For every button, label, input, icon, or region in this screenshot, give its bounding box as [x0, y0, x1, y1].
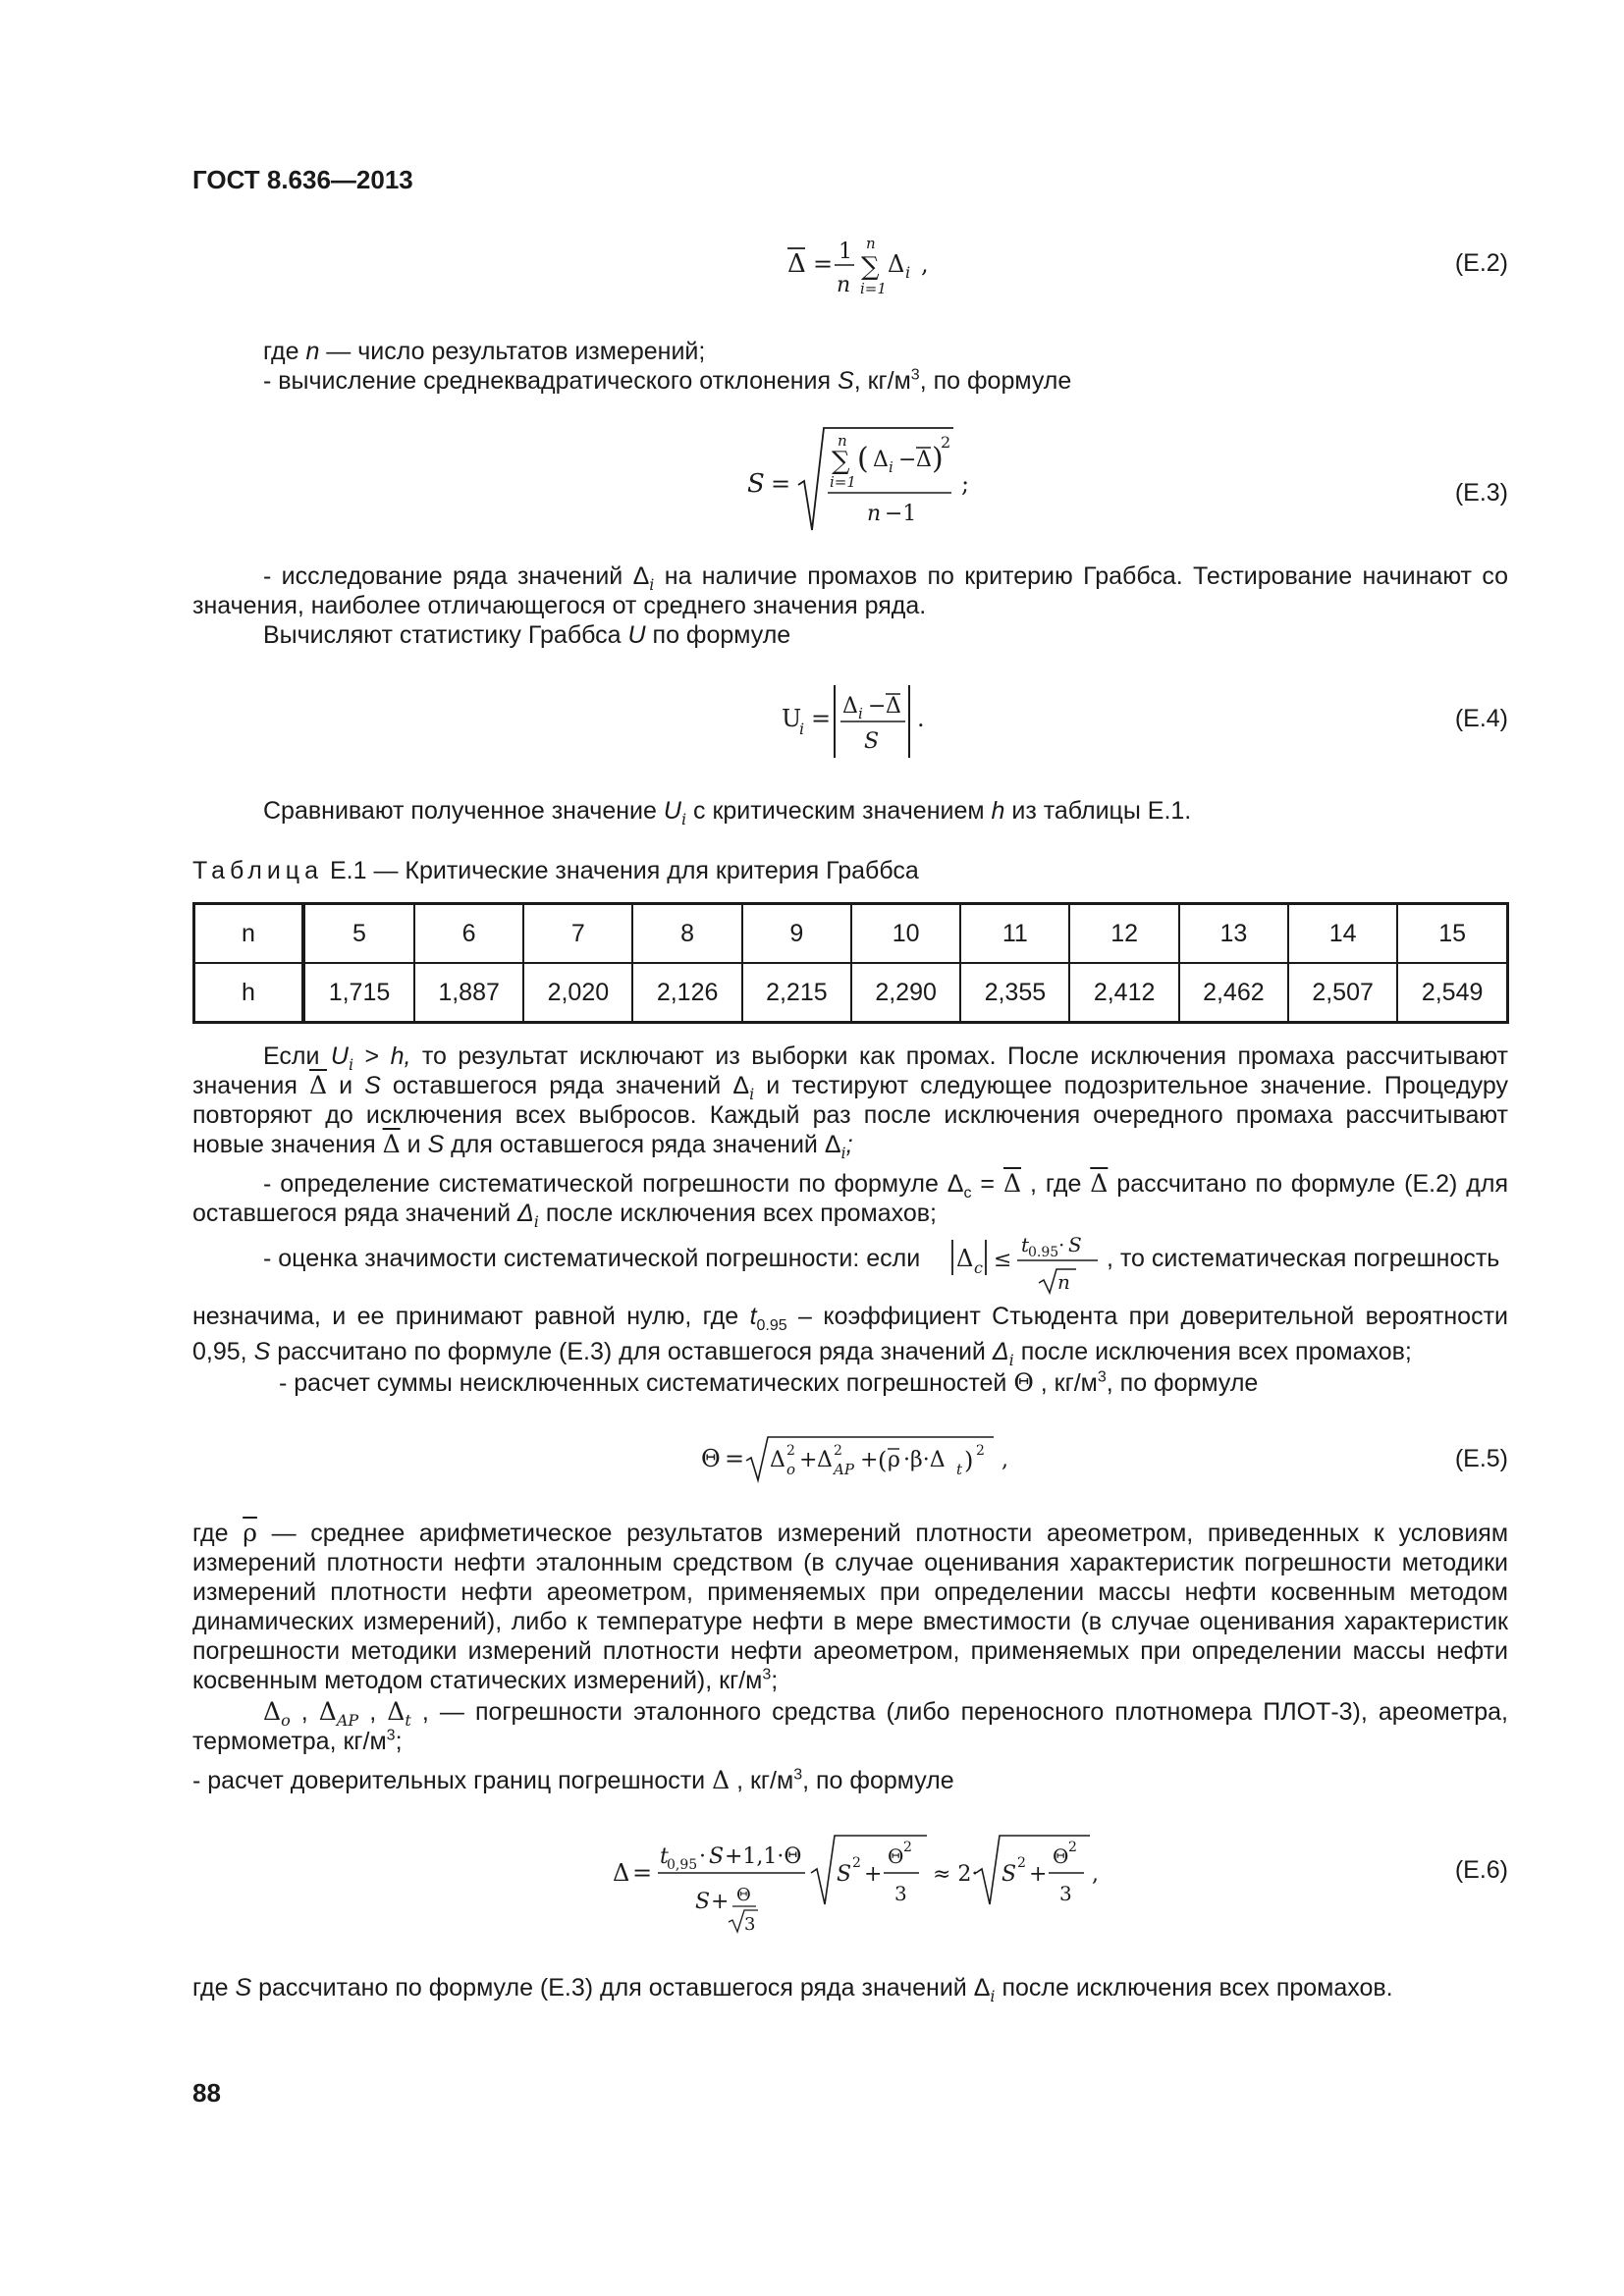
paragraph: - расчет доверительных границ погрешности Δ , $кг/м^3$, по формуле: [192, 1766, 954, 1794]
svg-text:≤: ≤: [994, 1248, 1012, 1272]
paragraph: - расчет суммы неисключенных систематических погрешностей Θ , $кг/м^3$, по формуле: [279, 1368, 1259, 1397]
svg-text:S: S: [1068, 1233, 1082, 1256]
table-cell-n: 8: [632, 904, 741, 964]
svg-text:=: =: [811, 705, 832, 732]
svg-text:2: 2: [852, 1855, 861, 1871]
formula-e5: [699, 1425, 1023, 1494]
svg-text:S: S: [864, 729, 880, 754]
table-caption-text: Е.1 — Критические значения для критерия Граббса: [323, 857, 919, 884]
svg-text:S: S: [837, 1862, 852, 1887]
svg-text:S: S: [695, 1890, 711, 1914]
table-cell-n: 9: [742, 904, 851, 964]
table-row-h: [194, 963, 1508, 1023]
equation-number-e4: (Е.4): [1454, 705, 1508, 732]
table-caption-label: Таблица: [192, 857, 324, 884]
svg-text:=: =: [632, 1859, 653, 1887]
svg-text:i=1: i=1: [860, 280, 887, 297]
svg-text:2: 2: [976, 1443, 985, 1459]
svg-text:Δ: Δ: [770, 1448, 785, 1472]
svg-text:Θ: Θ: [888, 1844, 904, 1868]
svg-text:2: 2: [834, 1443, 842, 1459]
svg-text:2: 2: [1068, 1840, 1077, 1855]
svg-text:Δ: Δ: [956, 1245, 974, 1272]
svg-text:3: 3: [894, 1882, 907, 1905]
svg-text:(: (: [878, 1447, 888, 1474]
table-cell-h: 1,715: [303, 963, 414, 1023]
svg-text:n: n: [1057, 1270, 1070, 1294]
svg-text:Θ: Θ: [1053, 1844, 1069, 1868]
svg-text:3: 3: [744, 1914, 756, 1935]
svg-text:S: S: [709, 1844, 725, 1869]
svg-text:Δ: Δ: [787, 249, 806, 279]
paragraph: 0,95, S рассчитано по формуле (Е.3) для оставшегося ряда значений $\Delta_i$ после исключения всех промахов;: [192, 1338, 1412, 1369]
formula-e2: [776, 231, 952, 309]
equation-number-e6: (Е.6): [1454, 1856, 1508, 1884]
svg-text:=: =: [813, 250, 834, 278]
paragraph: Сравнивают полученное значение $U_i$ с критическим значением h из таблицы Е.1.: [263, 797, 1192, 828]
svg-text:≈ 2·: ≈ 2·: [933, 1862, 979, 1887]
svg-text:i: i: [889, 458, 893, 476]
svg-text:+: +: [1029, 1862, 1048, 1887]
svg-text:n: n: [837, 273, 851, 297]
svg-text:,: ,: [1092, 1862, 1099, 1887]
table-cell-h: 2,126: [632, 963, 741, 1023]
page-number: 88: [192, 2078, 221, 2108]
svg-text:+: +: [860, 1448, 879, 1472]
svg-text:i: i: [858, 705, 863, 722]
paragraph: незначима, и ее принимают равной нулю, где $t_{0.95}$ – коэффициент Стьюдента при доверительной вероятности: [192, 1303, 1508, 1334]
svg-text:t: t: [1021, 1233, 1030, 1256]
table-cell-h: 2,215: [742, 963, 851, 1023]
svg-text:Δ: Δ: [888, 250, 905, 278]
formula-e6: [609, 1828, 1100, 1936]
table-caption: [192, 857, 919, 885]
paragraph: где S рассчитано по формуле (Е.3) для оставшегося ряда значений $\Delta_i$ после исключения всех промахов.: [192, 1974, 1393, 2005]
svg-text:−1: −1: [885, 502, 917, 526]
svg-text:∑: ∑: [832, 447, 850, 476]
svg-text:S: S: [1001, 1862, 1017, 1887]
svg-text:3: 3: [1059, 1882, 1072, 1905]
svg-text:0,95: 0,95: [667, 1857, 698, 1873]
svg-text:.: .: [917, 705, 925, 732]
table-cell-n: 11: [960, 904, 1069, 964]
table-cell-h: 2,355: [960, 963, 1069, 1023]
paragraph: $\Delta_o$ , $\Delta_{AP}$ , $\Delta_t$ , — погрешности эталонного средства (либо переносного плотномера ПЛОТ-3), ареометра, термометра, $кг/м^3$;: [192, 1697, 1508, 1755]
svg-text:·β·Δ: ·β·Δ: [903, 1448, 946, 1472]
svg-text:Δ: Δ: [817, 1448, 833, 1472]
table-row-n: [194, 904, 1508, 964]
svg-text:o: o: [786, 1461, 796, 1478]
svg-text:t: t: [660, 1844, 669, 1869]
table-cell-h: 2,020: [523, 963, 632, 1023]
svg-text:∑: ∑: [861, 252, 880, 282]
svg-text:S: S: [747, 469, 765, 499]
formula-e3: [741, 420, 977, 538]
svg-text:+: +: [864, 1862, 883, 1887]
svg-text:2: 2: [786, 1443, 795, 1459]
equation-number-e2: (Е.2): [1454, 249, 1508, 277]
svg-text:): ): [964, 1447, 974, 1474]
svg-text:): ): [932, 442, 944, 476]
table-cell-n: 5: [303, 904, 414, 964]
document-code: ГОСТ 8.636—2013: [192, 165, 413, 194]
svg-text:c: c: [974, 1258, 983, 1277]
svg-text:i=1: i=1: [830, 473, 856, 491]
significance-inequality: [948, 1222, 1106, 1301]
table-cell-h: 2,507: [1288, 963, 1397, 1023]
table-cell-h: 2,549: [1397, 963, 1507, 1023]
svg-text:Δ: Δ: [842, 694, 858, 719]
table-cell-n: 10: [851, 904, 960, 964]
paragraph: Вычисляют статистику Граббса U по формуле: [263, 621, 791, 649]
svg-text:=: =: [771, 470, 791, 498]
svg-text:1: 1: [839, 240, 852, 264]
svg-text:i: i: [905, 263, 911, 282]
table-cell-h: 1,887: [414, 963, 523, 1023]
significance-text-end: , то систематическая погрешность: [1107, 1245, 1500, 1272]
svg-text:Θ: Θ: [736, 1885, 751, 1905]
table-cell-h: 2,462: [1179, 963, 1288, 1023]
svg-text:Θ: Θ: [701, 1445, 721, 1472]
equation-number-e5: (Е.5): [1454, 1445, 1508, 1472]
svg-text:,: ,: [1001, 1448, 1008, 1472]
svg-text:Δ: Δ: [886, 694, 901, 719]
svg-text:−: −: [898, 448, 917, 472]
svg-text:Δ: Δ: [873, 448, 889, 472]
svg-text:Δ: Δ: [916, 448, 932, 472]
row-header-h: h: [194, 963, 304, 1023]
svg-text:+: +: [799, 1448, 818, 1472]
svg-text:t: t: [956, 1461, 963, 1478]
svg-text:U: U: [782, 705, 802, 732]
svg-text:n: n: [838, 432, 847, 450]
svg-text:(: (: [857, 442, 869, 476]
paragraph: - исследование ряда значений $\Delta_i$ на наличие промахов по критерию Граббса. Тестирование начинают со значения, наиболее отличающегося от среднего значения ряда.: [192, 562, 1509, 619]
svg-text:i: i: [799, 720, 805, 738]
table-cell-h: 2,412: [1069, 963, 1178, 1023]
table-cell-h: 2,290: [851, 963, 960, 1023]
svg-text:2: 2: [1017, 1855, 1026, 1871]
formula-e4: [776, 677, 943, 766]
paragraph: - определение систематической погрешности по формуле $\Delta_c = \overline{\Delta}$ , где $\overline{\Delta}$ рассчитано по формуле (Е.2) для оставшегося ряда значений $\Delta_i$ после исключения всех промахов;: [192, 1169, 1508, 1231]
row-header-n: n: [194, 904, 304, 964]
paragraph: где n — число результатов измерений; - вычисление среднеквадратического отклонения S, $кг/м^3$, по формуле: [263, 338, 1072, 395]
svg-text:,: ,: [921, 250, 929, 278]
svg-text:+1,1·Θ: +1,1·Θ: [725, 1844, 802, 1869]
table-cell-n: 6: [414, 904, 523, 964]
paragraph: где $\overline{\rho}$ — среднее арифметическое результатов измерений плотности ареометром, приведенных к условиям измерений плотности нефти эталонным средством (в случае оценивания характеристик погрешности методики измерений плотности нефти ареометром, применяемых при определении массы нефти косвенным методом динамических измерений), либо к температуре нефти в мере вместимости (в случае оценивания характеристик погрешности методики измерений плотности нефти ареометром, применяемых при определении массы нефти косвенным методом статических измерений), $кг/м^3$;: [192, 1519, 1509, 1694]
svg-text:n: n: [867, 502, 882, 526]
table-cell-n: 7: [523, 904, 632, 964]
table-cell-n: 15: [1397, 904, 1507, 964]
table-cell-n: 12: [1069, 904, 1178, 964]
svg-text:·: ·: [699, 1844, 706, 1869]
significance-text-start: - оценка значимости систематической погрешности: если: [263, 1245, 921, 1272]
equation-number-e3: (Е.3): [1454, 479, 1508, 507]
svg-text:2: 2: [903, 1840, 912, 1855]
table-cell-n: 13: [1179, 904, 1288, 964]
svg-text:+: +: [711, 1890, 730, 1914]
svg-text:AP: AP: [834, 1461, 854, 1478]
svg-text:n: n: [866, 235, 876, 252]
svg-text:=: =: [725, 1445, 745, 1472]
paragraph: Если $U_i > h$, то результат исключают из выборки как промах. После исключения промаха рассчитывают значения $\overline{\Delta}$ и S оставшегося ряда значений $\Delta_i$ и тестируют следующее подозрительное значение. Процедуру повторяют до исключения всех выбросов. Каждый раз после исключения очередного промаха рассчитывают новые значения $\overline{\Delta}$ и S для оставшегося ряда значений $\Delta_i$;: [192, 1042, 1508, 1162]
svg-text:Δ: Δ: [613, 1859, 630, 1887]
svg-text:·: ·: [1058, 1233, 1065, 1256]
table-cell-n: 14: [1288, 904, 1397, 964]
svg-text:0.95: 0.95: [1028, 1245, 1059, 1260]
svg-text:;: ;: [961, 470, 970, 498]
grubbs-critical-values-table: [192, 902, 1509, 1024]
svg-text:2: 2: [941, 433, 951, 452]
svg-text:−: −: [868, 694, 887, 719]
svg-text:ρ: ρ: [888, 1448, 900, 1472]
